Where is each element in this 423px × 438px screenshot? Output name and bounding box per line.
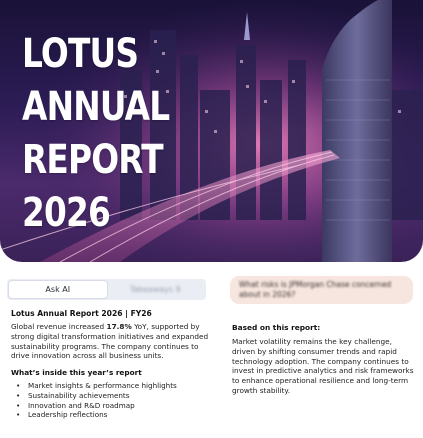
summary-prefix: Global revenue increased [11,322,107,331]
report-summary [11,322,211,361]
contents-list [11,381,177,420]
list-item: • Sustainability achievements [11,391,177,401]
list-item: • Innovation and R&D roadmap [11,401,177,411]
hero-title: LOTUS ANNUAL REPORT 2026 [22,31,170,236]
view-tabs [7,279,206,300]
answer-text: Market volatility remains the key challenge, driven by shifting consumer trends and rapid technology adoption. The company continues to invest in predictive analytics and risk frameworks to enhance operational resilience and long-term growth stability. [232,337,414,395]
tab-ask-ai[interactable]: Ask AI [9,281,107,298]
answer-heading: Based on this report: [232,323,321,332]
summary-suffix: YoY, supported by strong digital transformation initiatives and expanded sustainability programs. The company continues to drive innovation across all business units. [11,322,209,361]
report-heading: Lotus Annual Report 2026 | FY26 [11,309,152,318]
question-bubble [230,276,413,304]
summary-highlight: 17.8% [106,322,132,331]
list-item: • Market insights & performance highlights [11,381,177,391]
tab-takeaways[interactable]: Takeaways 9 [129,285,181,294]
inside-heading: What’s inside this year’s report [11,368,142,377]
question-text: What risks is JPMorgan Chase concerned about in 2026? [239,280,392,299]
list-item: • Leadership reflections [11,410,177,420]
